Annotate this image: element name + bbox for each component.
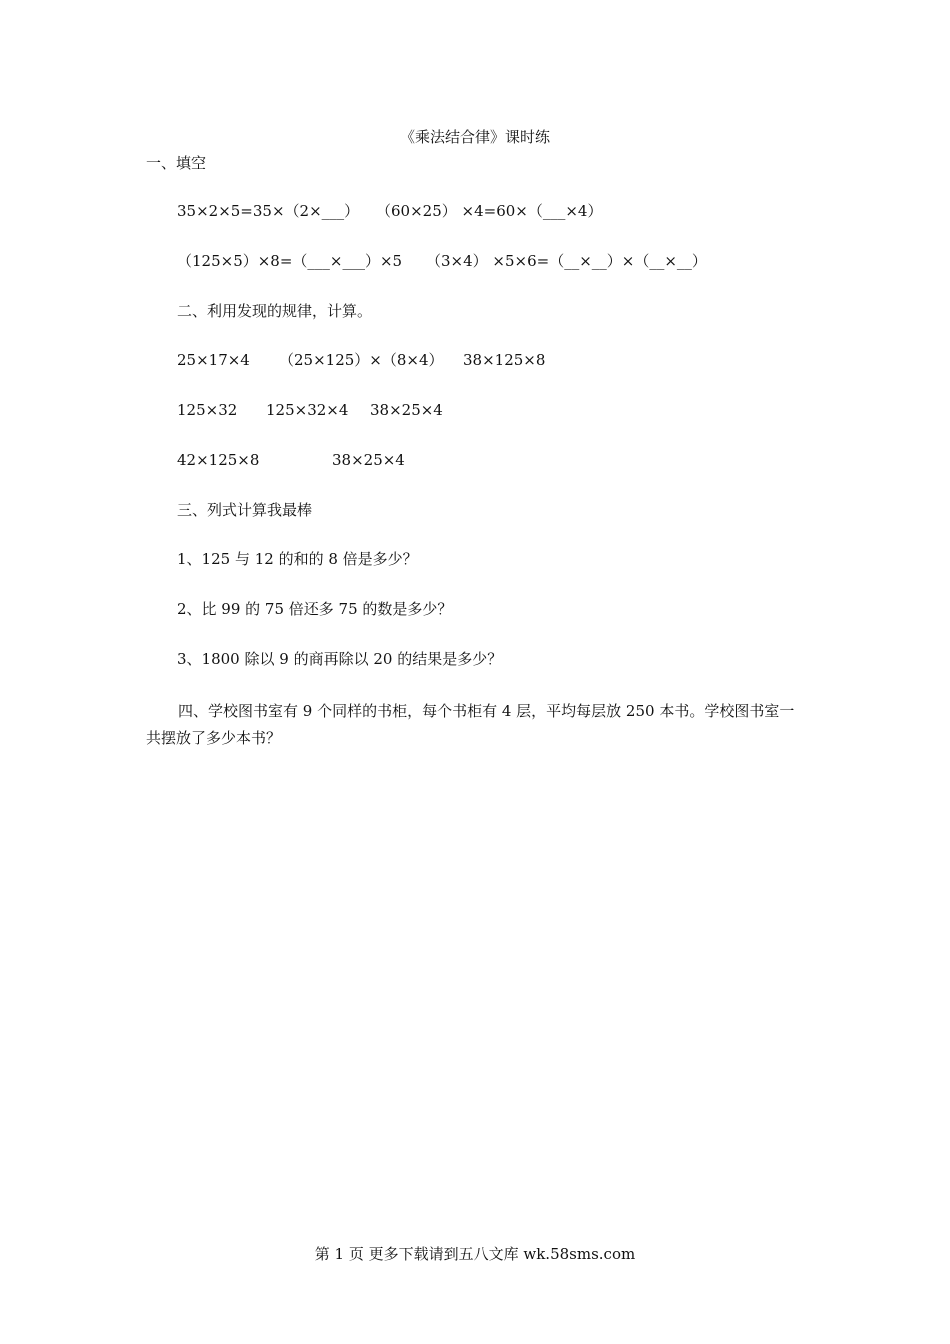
fill-blank-problem: （3×4） ×5×6=（__×__）×（__×__） [426, 252, 707, 270]
calc-problem: 125×32 [177, 401, 238, 419]
calc-problem: 38×125×8 [463, 351, 546, 369]
section1-heading: 一、填空 [146, 154, 207, 172]
page-footer: 第 1 页 更多下载请到五八文库 wk.58sms.com [314, 1245, 636, 1263]
section2-row3 [0, 450, 950, 470]
calc-problem: 38×25×4 [332, 451, 405, 469]
section4-paragraph: 四、学校图书室有 9 个同样的书柜，每个书柜有 4 层，平均每层放 250 本书。学校图书室一共摆放了多少本书？ [146, 702, 795, 747]
calc-problem: （25×125）×（8×4） [279, 351, 444, 369]
word-problem: 2、比 99 的 75 倍还多 75 的数是多少？ [177, 600, 453, 618]
section3-heading: 三、列式计算我最棒 [177, 501, 313, 519]
fill-blank-problem: （125×5）×8=（___×___）×5 [177, 252, 403, 270]
fill-blank-problem: 35×2×5=35×（2×___） [177, 202, 360, 220]
document-title: 《乘法结合律》课时练 [399, 128, 550, 146]
calc-problem: 42×125×8 [177, 451, 260, 469]
calc-problem: 38×25×4 [370, 401, 443, 419]
section1-row2 [0, 251, 950, 271]
section2-heading: 二、利用发现的规律，计算。 [177, 302, 373, 320]
calc-problem: 25×17×4 [177, 351, 250, 369]
section1-row1 [0, 201, 950, 221]
word-problem: 3、1800 除以 9 的商再除以 20 的结果是多少？ [177, 650, 503, 668]
calc-problem: 125×32×4 [266, 401, 349, 419]
word-problem: 1、125 与 12 的和的 8 倍是多少？ [177, 550, 418, 568]
section2-row1 [0, 350, 950, 370]
section2-row2 [0, 400, 950, 420]
fill-blank-problem: （60×25） ×4=60×（___×4） [376, 202, 603, 220]
